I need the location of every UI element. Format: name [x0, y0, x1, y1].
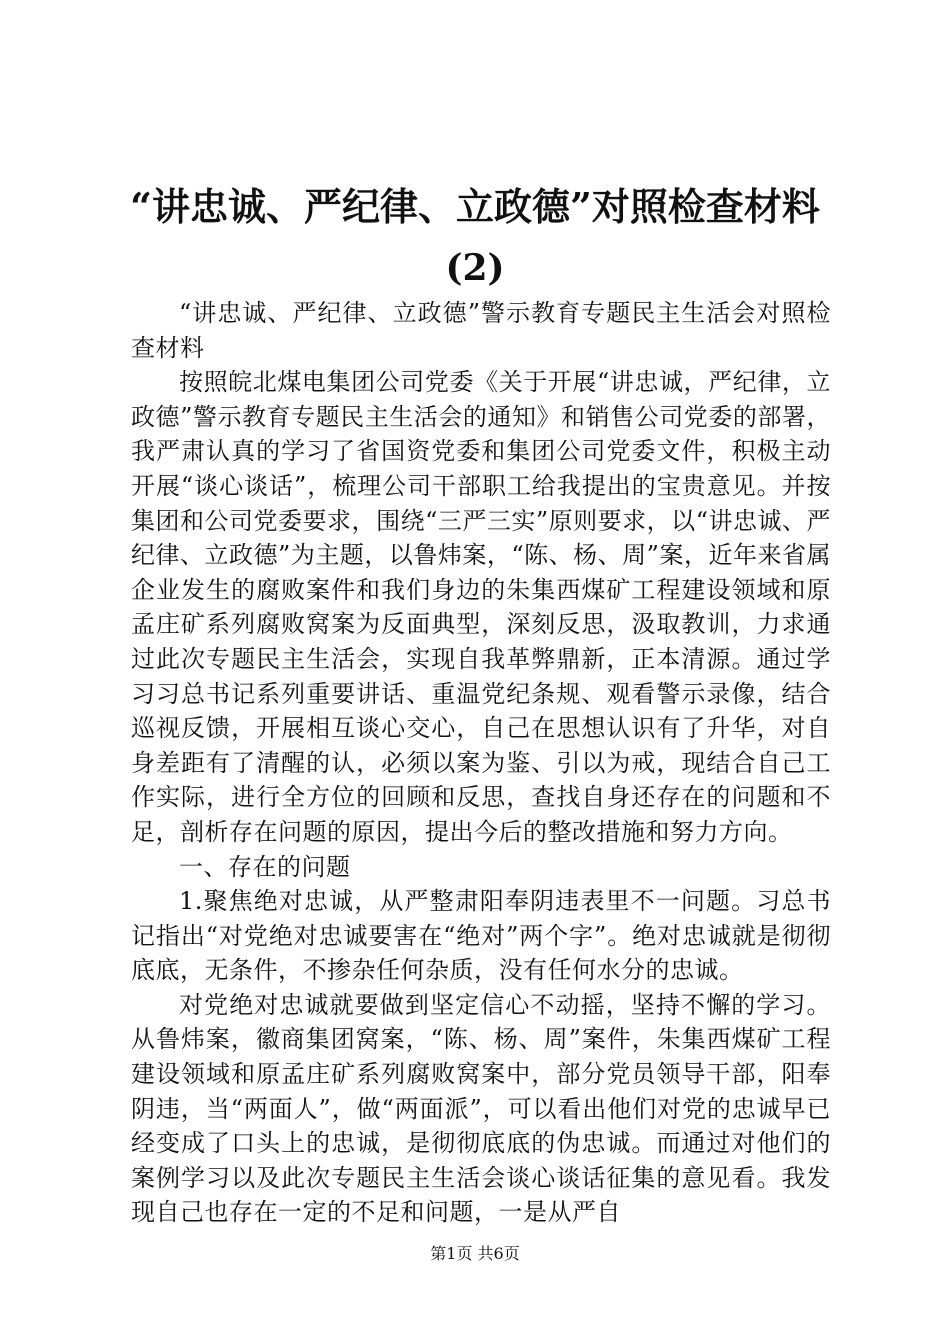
document-title: “讲忠诚、严纪律、立政德”对照检查材料: [130, 184, 820, 229]
document-title-suffix: (2): [445, 247, 505, 289]
paragraph-item-1: 1.聚焦绝对忠诚，从严整肃阳奉阴违表里不一问题。习总书记指出“对党绝对忠诚要害在“绝对”两个字”。绝对忠诚就是彻彻底底，无条件，不掺杂任何杂质，没有任何水分的忠诚。: [131, 887, 831, 985]
page-footer: 第1页 共6页: [430, 1244, 520, 1263]
paragraph-intro: 按照皖北煤电集团公司党委《关于开展“讲忠诚，严纪律，立政德”警示教育专题民主生活会的通知》和销售公司党委的部署，我严肃认真的学习了省国资党委和集团公司党委文件，积极主动开展“谈心谈话”，梳理公司干部职工给我提出的宝贵意见。并按集团和公司党委要求，围绕“三严三实”原则要求，以“讲忠诚、严纪律、立政德”为主题，以鲁炜案，“陈、杨、周”案，近年来省属企业发生的腐败案件和我们身边的朱集西煤矿工程建设领域和原孟庄矿系列腐败窝案为反面典型，深刻反思，汲取教训，力求通过此次专题民主生活会，实现自我革弊鼎新，正本清源。通过学习习总书记系列重要讲话、重温党纪条规、观看警示录像，结合巡视反馈，开展相互谈心交心，自己在思想认识有了升华，对自身差距有了清醒的认，必须以案为鉴、引以为戒，现结合自己工作实际，进行全方位的回顾和反思，查找自身还存在的问题和不足，剖析存在问题的原因，提出今后的整改措施和努力方向。: [131, 368, 831, 846]
paragraph-subtitle: “讲忠诚、严纪律、立政德”警示教育专题民主生活会对照检查材料: [131, 299, 831, 362]
section-heading: 一、存在的问题: [179, 852, 351, 881]
document-body: [131, 296, 831, 1230]
paragraph-loyalty: 对党绝对忠诚就要做到坚定信心不动摇，坚持不懈的学习。从鲁炜案，徽商集团窝案，“陈、杨、周”案件，朱集西煤矿工程建设领域和原孟庄矿系列腐败窝案中，部分党员领导干部，阳奉阴违，当“两面人”，做“两面派”，可以看出他们对党的忠诚早已经变成了口头上的忠诚，是彻彻底底的伪忠诚。而通过对他们的案例学习以及此次专题民主生活会谈心谈话征集的意见看。我发现自己也存在一定的不足和问题，一是从严自: [131, 990, 831, 1227]
